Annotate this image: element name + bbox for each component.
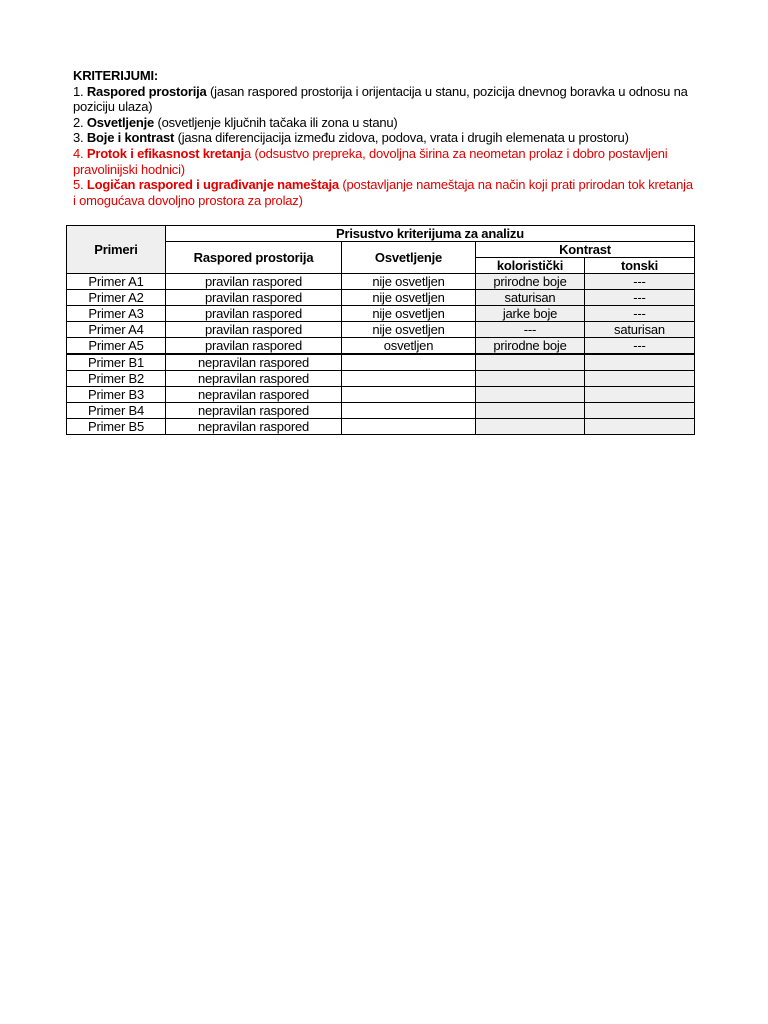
criterion-description: (osvetljenje ključnih tačaka ili zona u stanu) [154, 114, 398, 130]
table-row [67, 322, 695, 338]
cell-tonski: --- [585, 274, 695, 290]
criterion-description: a (odsustvo prepreka, dovoljna širina za neometan prolaz i dobro postavljeni pravolinijski hodnici) [73, 145, 668, 177]
header-kontrast: Kontrast [476, 242, 695, 258]
cell-osvetljenje [342, 387, 476, 403]
criterion-title: Protok i efikasnost kretanj [86, 145, 245, 161]
cell-koloristicki: prirodne boje [476, 338, 585, 355]
cell-osvetljenje [342, 371, 476, 387]
cell-raspored: nepravilan raspored [166, 419, 342, 435]
criterion-description: (postavljanje nameštaja na način koji prati prirodan tok kretanja i omogućava dovoljno prostora za prolaz) [73, 177, 693, 208]
header-primeri: Primeri [67, 226, 166, 274]
cell-tonski: saturisan [585, 322, 695, 338]
cell-osvetljenje [342, 419, 476, 435]
criterion-5 [73, 177, 693, 208]
cell-osvetljenje [342, 354, 476, 371]
cell-koloristicki [476, 419, 585, 435]
cell-raspored: pravilan raspored [166, 338, 342, 355]
cell-tonski [585, 371, 695, 387]
cell-primer: Primer A5 [67, 338, 166, 355]
header-tonski: tonski [585, 258, 695, 274]
cell-raspored: pravilan raspored [166, 306, 342, 322]
cell-koloristicki: prirodne boje [476, 274, 585, 290]
criterion-title: Logičan raspored i ugrađivanje nameštaja [86, 177, 339, 193]
cell-koloristicki [476, 387, 585, 403]
table-row [67, 419, 695, 435]
cell-osvetljenje: nije osvetljen [342, 322, 476, 338]
criterion-title: Raspored prostorija [86, 83, 207, 99]
table-row [67, 403, 695, 419]
cell-osvetljenje [342, 403, 476, 419]
criterion-number: 4. [73, 145, 87, 161]
cell-raspored: pravilan raspored [166, 322, 342, 338]
cell-primer: Primer B4 [67, 403, 166, 419]
cell-tonski [585, 354, 695, 371]
cell-tonski: --- [585, 290, 695, 306]
cell-raspored: nepravilan raspored [166, 354, 342, 371]
cell-raspored: nepravilan raspored [166, 387, 342, 403]
criterion-number: 5. [73, 177, 87, 193]
table-row [67, 274, 695, 290]
header-raspored: Raspored prostorija [166, 242, 342, 274]
cell-tonski: --- [585, 338, 695, 355]
header-group: Prisustvo kriterijuma za analizu [166, 226, 695, 242]
table-row [67, 371, 695, 387]
criterion-number: 2. [73, 114, 87, 130]
cell-koloristicki: jarke boje [476, 306, 585, 322]
criterion-number: 1. [73, 83, 87, 99]
cell-raspored: nepravilan raspored [166, 403, 342, 419]
cell-primer: Primer B5 [67, 419, 166, 435]
table-body [67, 274, 695, 435]
analysis-table [66, 225, 695, 435]
cell-primer: Primer B1 [67, 354, 166, 371]
cell-osvetljenje: nije osvetljen [342, 290, 476, 306]
cell-tonski [585, 419, 695, 435]
criterion-4 [73, 146, 693, 177]
cell-koloristicki: --- [476, 322, 585, 338]
cell-primer: Primer A2 [67, 290, 166, 306]
cell-tonski [585, 403, 695, 419]
cell-tonski: --- [585, 306, 695, 322]
table-row [67, 290, 695, 306]
table-row [67, 306, 695, 322]
cell-koloristicki: saturisan [476, 290, 585, 306]
criterion-number: 3. [73, 130, 87, 146]
criterion-description: (jasan raspored prostorija i orijentacija u stanu, pozicija dnevnog boravka u odnosu na poziciju ulaza) [73, 83, 688, 115]
criteria-heading: KRITERIJUMI: [73, 68, 158, 83]
table-row [67, 354, 695, 371]
cell-osvetljenje: osvetljen [342, 338, 476, 355]
cell-primer: Primer A1 [67, 274, 166, 290]
cell-koloristicki [476, 403, 585, 419]
cell-primer: Primer B2 [67, 371, 166, 387]
header-osvetljenje: Osvetljenje [342, 242, 476, 274]
table-row [67, 338, 695, 355]
cell-primer: Primer A3 [67, 306, 166, 322]
criterion-title: Osvetljenje [86, 114, 155, 130]
criterion-1 [73, 84, 693, 115]
cell-koloristicki [476, 371, 585, 387]
criterion-title: Boje i kontrast [86, 130, 175, 146]
cell-raspored: pravilan raspored [166, 274, 342, 290]
criterion-3 [73, 130, 693, 146]
header-koloristicki: koloristički [476, 258, 585, 274]
table-row [67, 387, 695, 403]
cell-primer: Primer A4 [67, 322, 166, 338]
cell-osvetljenje: nije osvetljen [342, 274, 476, 290]
criterion-description: (jasna diferencijacija između zidova, podova, vrata i drugih elemenata u prostoru) [174, 130, 629, 146]
cell-osvetljenje: nije osvetljen [342, 306, 476, 322]
cell-primer: Primer B3 [67, 387, 166, 403]
cell-tonski [585, 387, 695, 403]
criterion-2 [73, 115, 693, 131]
cell-koloristicki [476, 354, 585, 371]
criteria-section [73, 68, 693, 208]
cell-raspored: nepravilan raspored [166, 371, 342, 387]
cell-raspored: pravilan raspored [166, 290, 342, 306]
